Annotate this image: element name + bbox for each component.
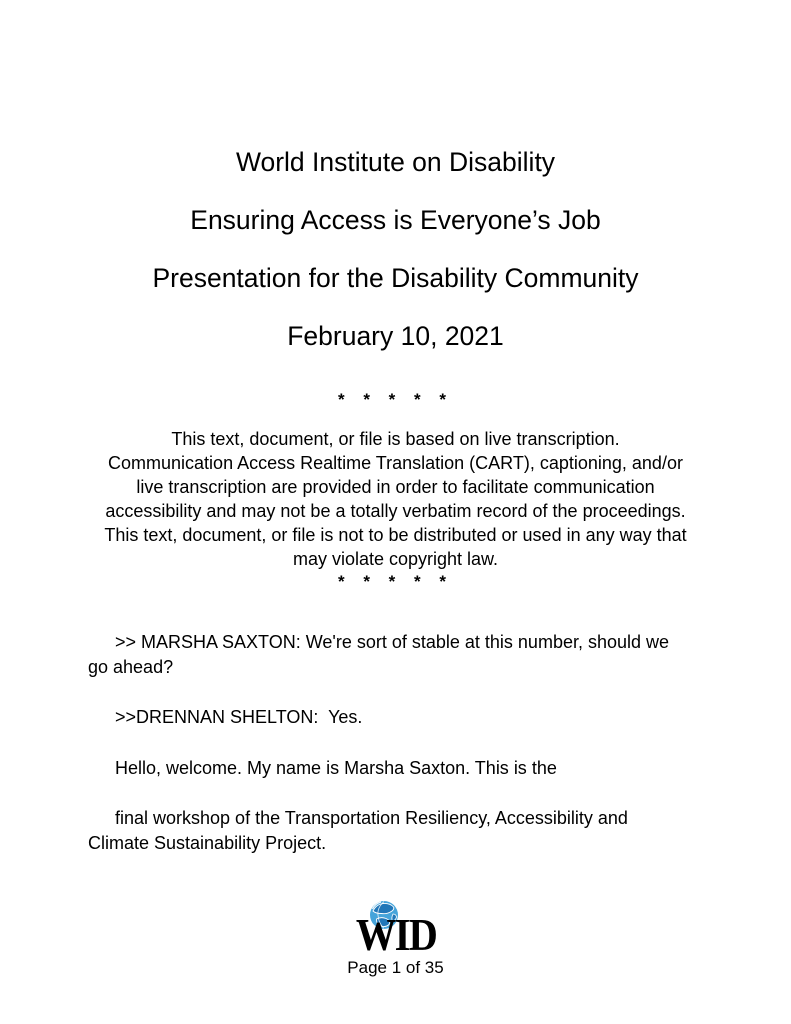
paragraph-line: >>DRENNAN SHELTON: Yes.: [115, 707, 363, 727]
paragraph-line: Climate Sustainability Project.: [88, 832, 327, 853]
paragraph-line: >> MARSHA SAXTON: We're sort of stable at this number, should we: [115, 632, 670, 652]
transcript-paragraph: [88, 705, 781, 730]
transcript-paragraph: [88, 806, 781, 855]
page-footer: [0, 898, 791, 978]
title-block: [0, 0, 791, 352]
disclaimer-line: This text, document, or file is based on live transcription.: [171, 429, 620, 449]
paragraph-line: final workshop of the Transportation Resiliency, Accessibility and: [115, 808, 628, 828]
paragraph-line: Hello, welcome. My name is Marsha Saxton. This is the: [115, 757, 557, 778]
page-number: Page 1 of 35: [347, 958, 444, 977]
document-subtitle: Ensuring Access is Everyone’s Job: [190, 205, 601, 235]
disclaimer-line: This text, document, or file is not to be distributed or used in any way that: [104, 525, 687, 545]
asterisk-separator-top: * * * * *: [338, 390, 453, 409]
transcript-body: [88, 630, 781, 855]
presentation-title: Presentation for the Disability Community: [152, 263, 639, 293]
document-title: World Institute on Disability: [235, 147, 556, 177]
paragraph-line: go ahead?: [88, 656, 174, 677]
document-date: February 10, 2021: [287, 321, 504, 351]
transcript-paragraph: [88, 630, 781, 679]
disclaimer-line: may violate copyright law.: [292, 549, 499, 569]
transcript-paragraph: [88, 756, 781, 781]
asterisk-separator-bottom: * * * * *: [338, 572, 453, 591]
transcription-disclaimer: [0, 427, 791, 571]
disclaimer-line: Communication Access Realtime Translation (CART), captioning, and/or: [108, 453, 683, 473]
disclaimer-line: live transcription are provided in order to facilitate communication: [136, 477, 655, 497]
wid-logo-text: WID: [355, 909, 436, 960]
disclaimer-line: accessibility and may not be a totally verbatim record of the proceedings.: [105, 501, 686, 521]
wid-logo: [336, 898, 456, 958]
